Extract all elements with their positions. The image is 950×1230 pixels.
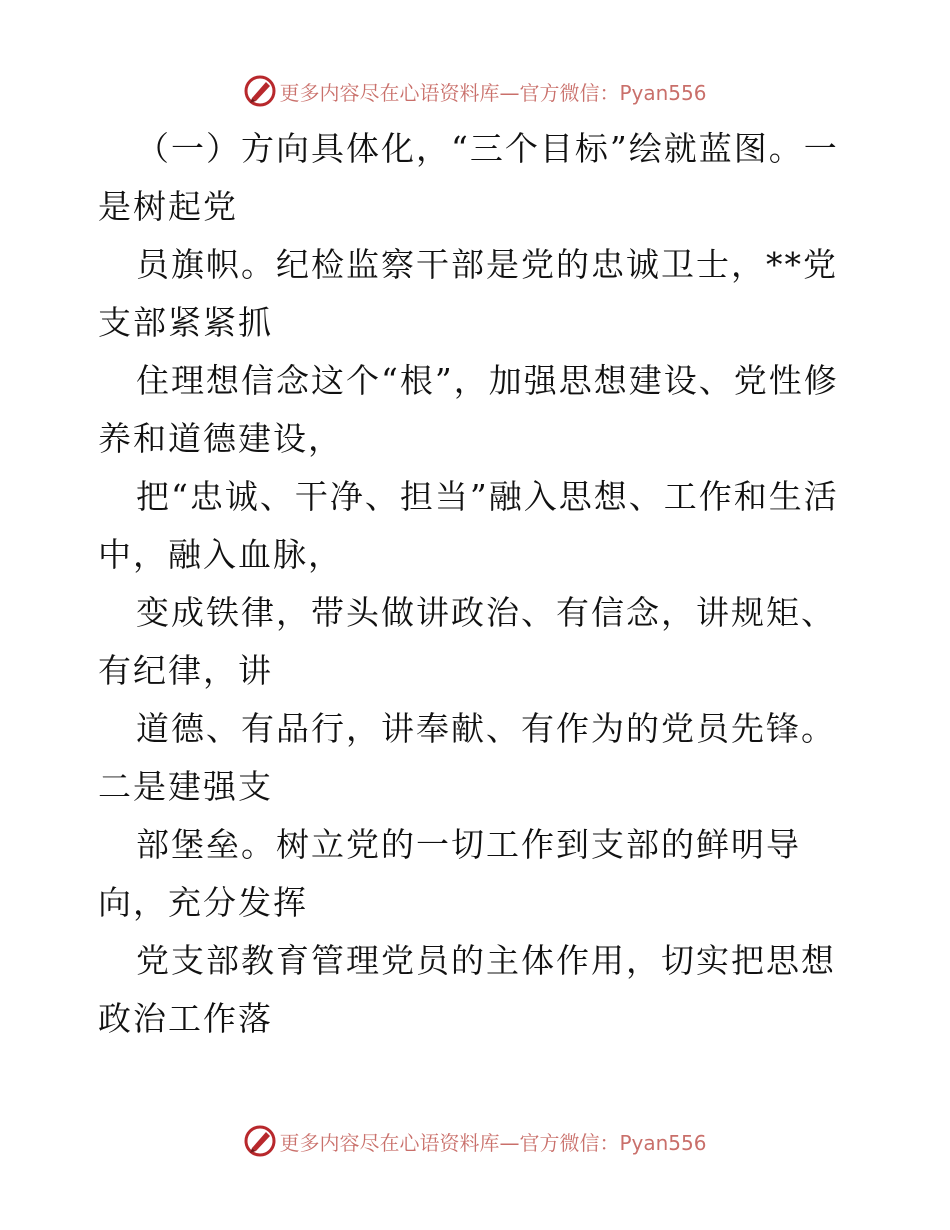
pen-logo-icon [243, 74, 277, 108]
banner-text [279, 77, 706, 106]
banner-contact: 官方微信：Pyan556 [519, 80, 707, 105]
header-banner [0, 71, 950, 111]
paragraph: 把“忠诚、干净、担当”融入思想、工作和生活中，融入血脉， [98, 477, 839, 574]
banner-text [279, 1127, 706, 1156]
paragraph: 员旗帜。纪检监察干部是党的忠诚卫士，**党支部紧紧抓 [98, 245, 838, 342]
paragraph: 部堡垒。树立党的一切工作到支部的鲜明导向，充分发挥 [98, 825, 801, 922]
paragraph: 变成铁律，带头做讲政治、有信念，讲规矩、有纪律，讲 [98, 593, 836, 690]
paragraph: 住理想信念这个“根”，加强思想建设、党性修养和道德建设， [98, 361, 839, 458]
banner-contact: 官方微信：Pyan556 [519, 1130, 707, 1155]
document-body [98, 120, 858, 1048]
banner-main: 更多内容尽在心语资料库 [279, 1130, 500, 1155]
pen-logo-icon [243, 1124, 277, 1158]
banner-main: 更多内容尽在心语资料库 [279, 80, 500, 105]
paragraph: 党支部教育管理党员的主体作用，切实把思想政治工作落 [98, 941, 836, 1038]
banner-separator: — [499, 1130, 520, 1155]
paragraph: （一）方向具体化，“三个目标”绘就蓝图。一是树起党 [98, 129, 839, 226]
banner-separator: — [499, 80, 520, 105]
paragraph: 道德、有品行，讲奉献、有作为的党员先锋。二是建强支 [98, 709, 836, 806]
footer-banner [0, 1121, 950, 1161]
